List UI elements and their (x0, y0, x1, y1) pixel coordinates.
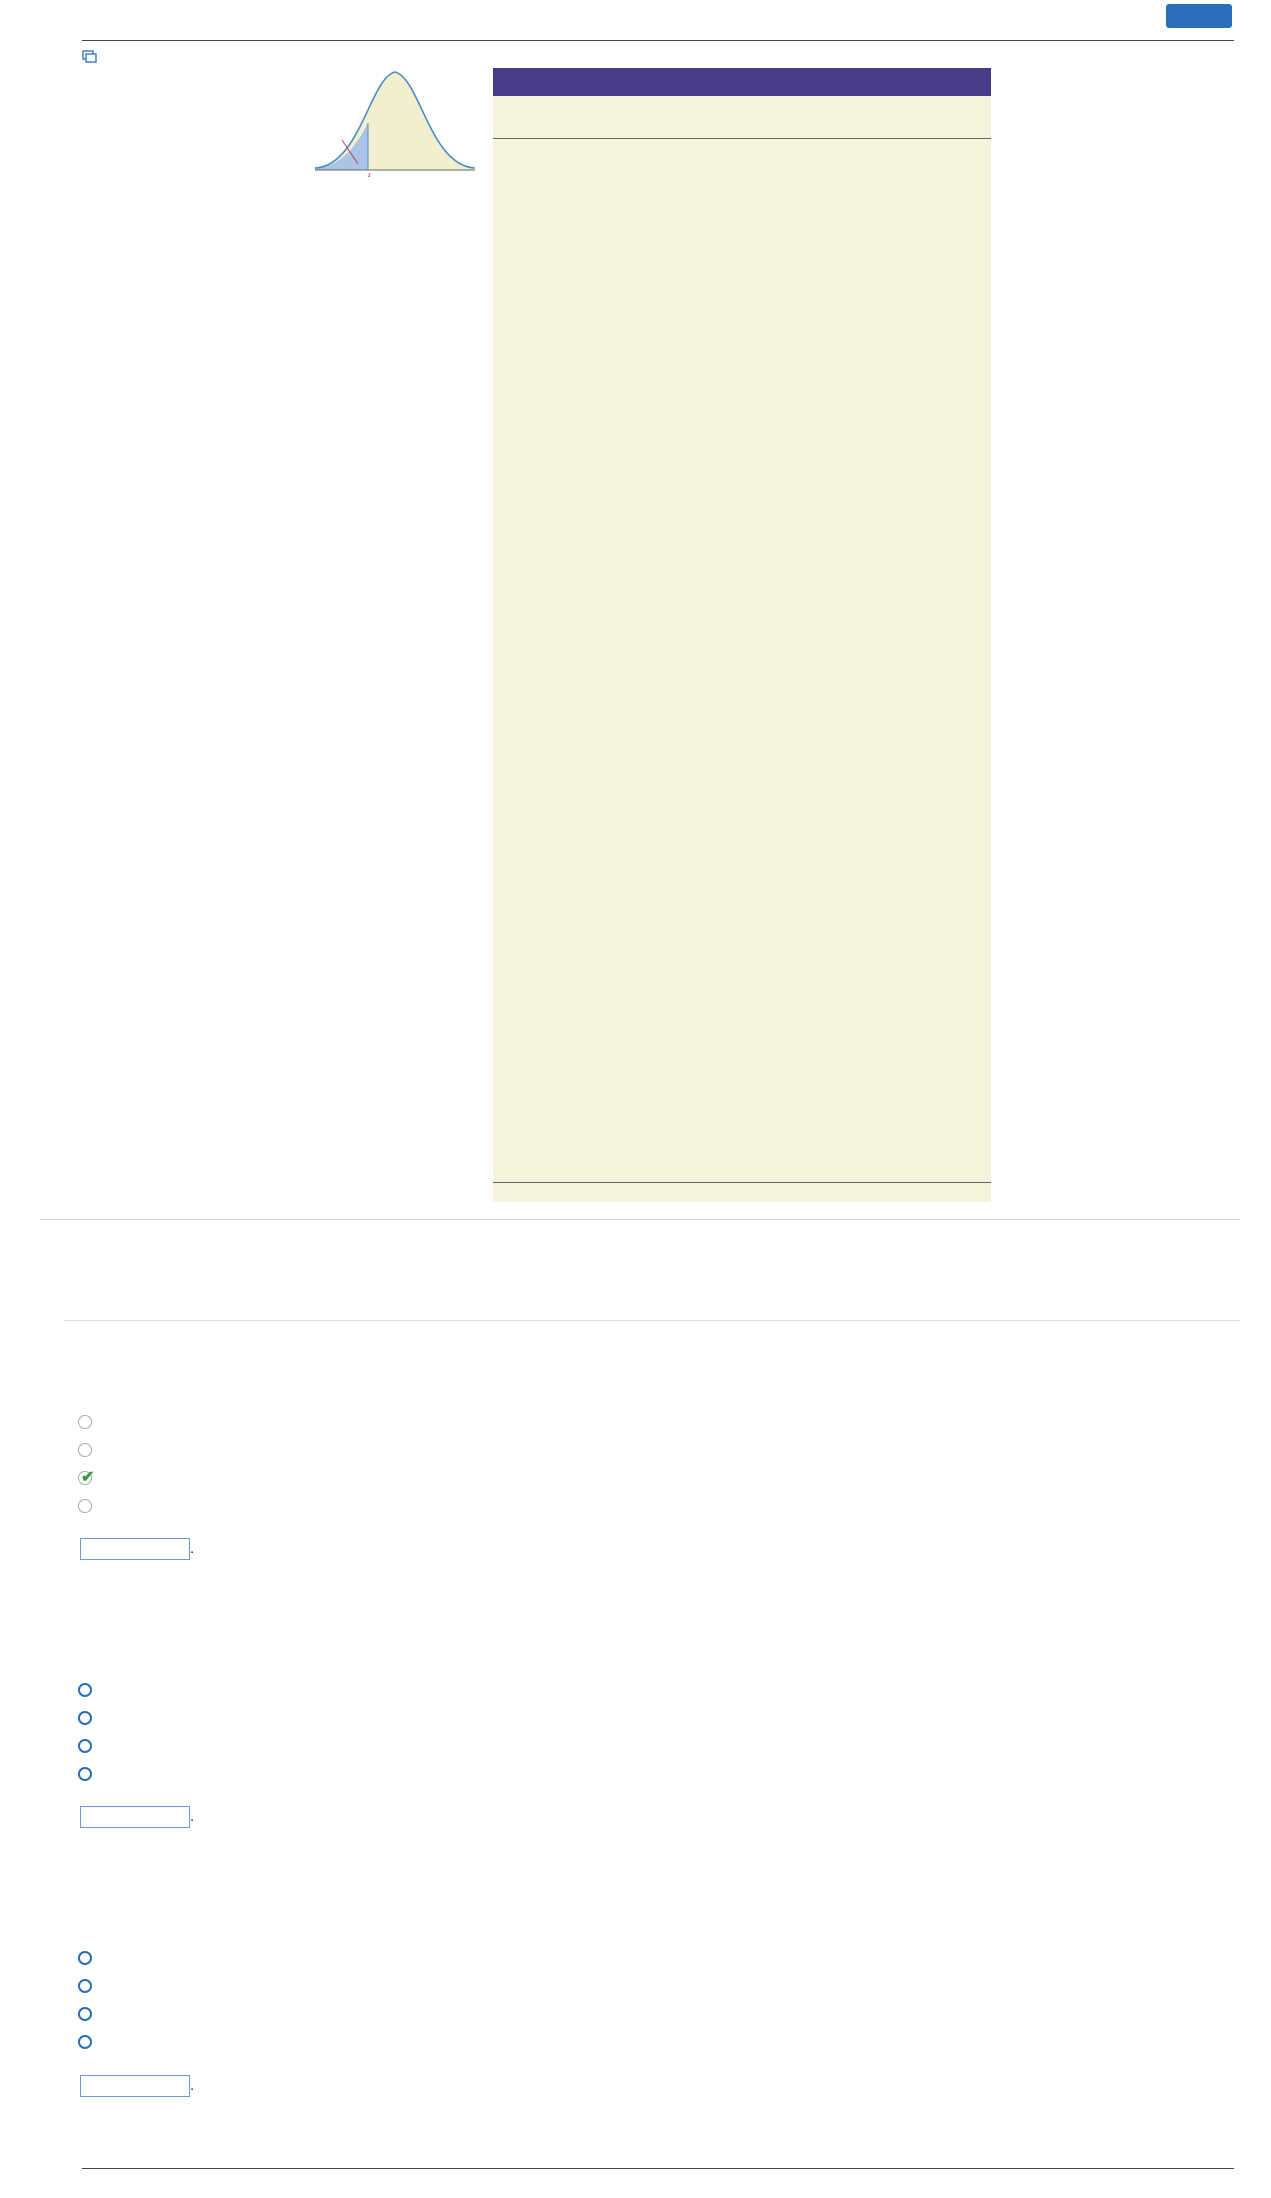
period: . (190, 1807, 195, 1825)
period: . (190, 1539, 195, 1557)
radio-button[interactable] (78, 1951, 92, 1965)
copy-icon[interactable] (82, 50, 98, 69)
part-b-option-4[interactable] (78, 1764, 112, 1784)
radio-button[interactable] (78, 1739, 92, 1753)
section-5-divider (82, 2168, 1234, 2169)
radio-button-selected[interactable] (78, 1469, 95, 1486)
print-button[interactable] (1166, 4, 1232, 28)
radio-button[interactable] (78, 1711, 92, 1725)
part-a-option-3-selected[interactable] (78, 1468, 112, 1488)
radio-button[interactable] (78, 2035, 92, 2049)
period: . (190, 2076, 195, 2094)
column-header-row (493, 120, 991, 136)
radio-button[interactable] (78, 2007, 92, 2021)
part-b-options (78, 1680, 112, 1784)
radio-button[interactable] (78, 1767, 92, 1781)
radio-button[interactable] (78, 1683, 92, 1697)
normal-table (493, 68, 991, 1202)
part-c-answer-line (76, 2075, 194, 2097)
header-rule (493, 138, 991, 139)
radio-button[interactable] (78, 1979, 92, 1993)
table-body (493, 140, 991, 1180)
part-a-answer-line (76, 1538, 194, 1560)
footer-rule (493, 1182, 991, 1183)
part-b-answer-line (76, 1806, 194, 1828)
part-c-option-1[interactable] (78, 1948, 112, 1968)
part-b-option-1[interactable] (78, 1680, 112, 1700)
radio-button[interactable] (78, 1499, 92, 1513)
part-c-option-4[interactable] (78, 2032, 112, 2052)
radio-button[interactable] (78, 1443, 92, 1457)
part-a-option-1[interactable] (78, 1412, 112, 1432)
part-c-option-3[interactable] (78, 2004, 112, 2024)
part-a-option-2[interactable] (78, 1440, 112, 1460)
section-4-divider (82, 40, 1234, 41)
normal-curve-figure (310, 68, 480, 183)
part-a-option-4[interactable] (78, 1496, 112, 1516)
part-b-option-3[interactable] (78, 1736, 112, 1756)
content-separator (40, 1219, 1240, 1220)
part-c-option-2[interactable] (78, 1976, 112, 1996)
part-c-answer-input[interactable] (80, 2075, 190, 2097)
part-a-options (78, 1412, 112, 1516)
part-a-answer-input[interactable] (80, 1538, 190, 1560)
checkmark-icon: ✔ (81, 1469, 95, 1486)
part-c-options (78, 1948, 112, 2052)
question-divider (64, 1320, 1240, 1321)
table-title (493, 68, 991, 96)
radio-button[interactable] (78, 1415, 92, 1429)
column-footer-row (493, 1185, 991, 1201)
svg-text:z: z (368, 171, 371, 178)
part-b-option-2[interactable] (78, 1708, 112, 1728)
part-b-answer-input[interactable] (80, 1806, 190, 1828)
